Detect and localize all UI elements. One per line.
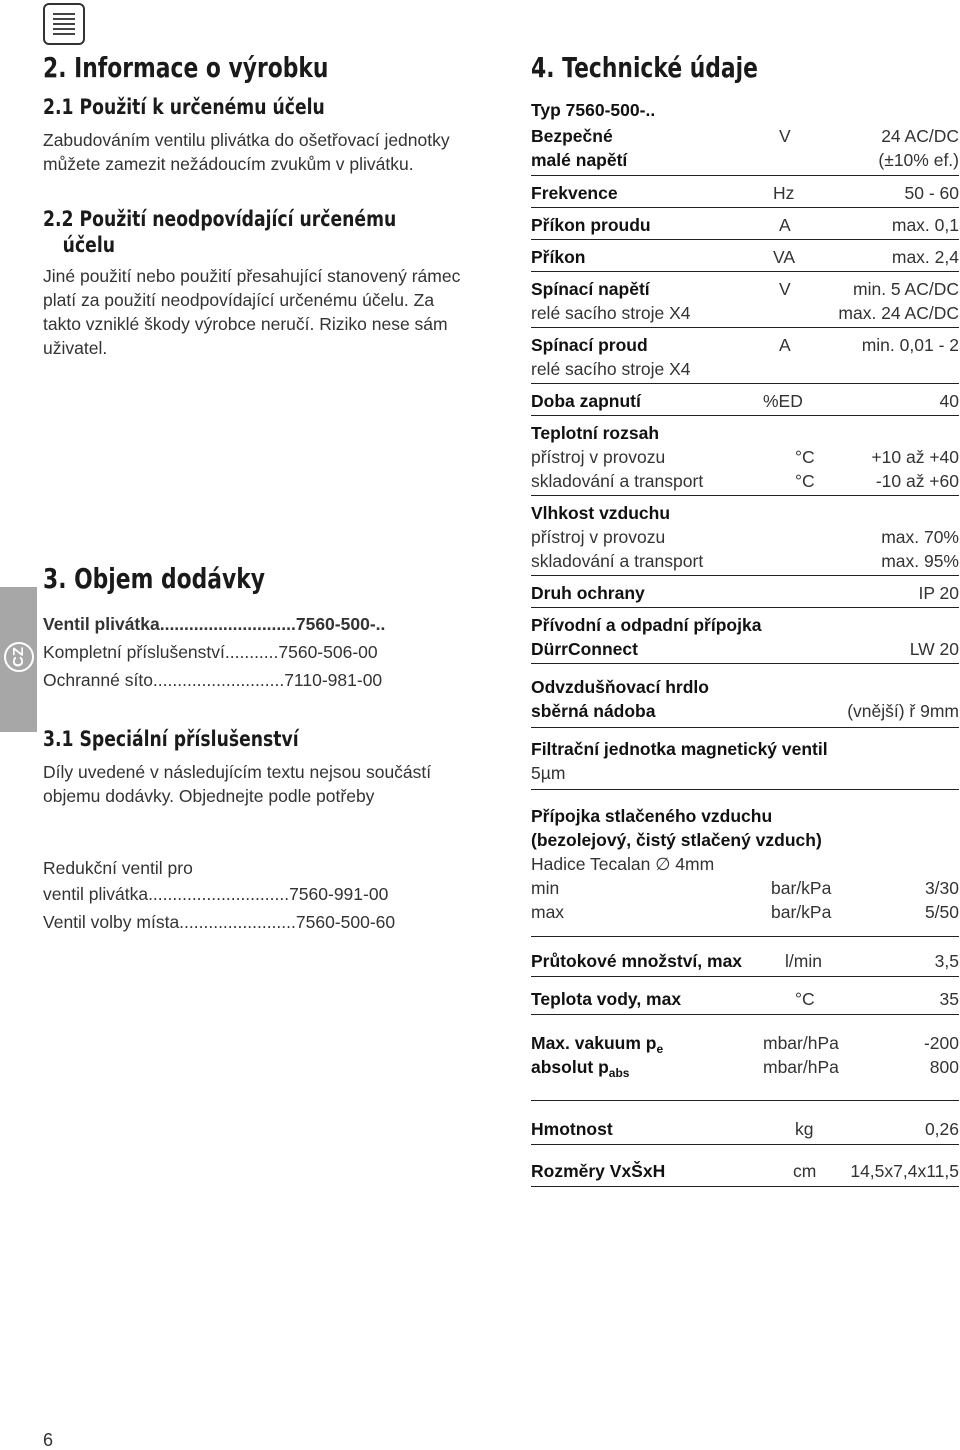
spec-row: Druh ochrany IP 20 [531, 576, 959, 608]
spec-table [531, 124, 959, 1187]
spec-row: Příkon proudu A max. 0,1 [531, 208, 959, 240]
section-2-1-text: Zabudováním ventilu plivátka do ošetřovací jednotky můžete zamezit nežádoucím zvukům v plivátku. [43, 130, 450, 174]
section-3-title: 3. Objem dodávky [43, 562, 265, 595]
section-3-1-text: Díly uvedené v následujícím textu nejsou součástí objemu dodávky. Objednejte podle potřeby [43, 762, 432, 806]
spec-row: Teplota vody, max °C 35 [531, 977, 959, 1015]
spec-row: Spínací napětí V min. 5 AC/DC relé sacího stroje X4 max. 24 AC/DC [531, 272, 959, 328]
accessory-item: ventil plivátka ............................. 7560-991-00 [43, 884, 389, 904]
language-label: CZ [10, 647, 27, 667]
delivery-item: Ventil plivátka ............................ 7560-500-.. [43, 614, 386, 634]
spec-row: Přívodní a odpadní přípojka DürrConnect LW 20 [531, 608, 959, 664]
accessory-list [43, 856, 483, 936]
spec-row: Spínací proud A min. 0,01 - 2 relé sacího stroje X4 [531, 328, 959, 384]
section-2-title: 2. Informace o výrobku [43, 51, 329, 84]
language-tab [0, 587, 37, 732]
document-icon [43, 3, 85, 45]
spec-row: Filtrační jednotka magnetický ventil 5µm [531, 728, 959, 790]
section-3-1-title: 3.1 Speciální příslušenství [43, 727, 299, 751]
spec-row: Hmotnost kg 0,26 [531, 1101, 959, 1145]
delivery-item: Ochranné síto ........................... 7110-981-00 [43, 670, 383, 690]
delivery-item: Kompletní příslušenství ........... 7560-506-00 [43, 642, 378, 662]
page-number: 6 [43, 1430, 54, 1450]
section-2-1-title: 2.1 Použití k určenému účelu [43, 95, 325, 119]
section-4-title: 4. Technické údaje [531, 51, 758, 84]
right-column [531, 50, 959, 1187]
spec-row: Frekvence Hz 50 - 60 [531, 176, 959, 208]
type-label: Typ 7560-500-.. [531, 100, 656, 120]
accessory-item: Ventil volby místa ........................ 7560-500-60 [43, 912, 396, 932]
delivery-list [43, 610, 483, 694]
section-2-2-title [43, 206, 404, 258]
spec-row: Průtokové množství, max l/min 3,5 [531, 937, 959, 977]
spec-row: Odvzdušňovací hrdlo sběrná nádoba (vnější) ř 9mm [531, 664, 959, 728]
section-2-2-text: Jiné použití nebo použití přesahující stanovený rámec platí za použití neodpovídající určenému účelu. Za takto vzniklé škody výrobce neručí. Riziko nese sám uživatel. [43, 266, 461, 358]
spec-row: Rozměry VxŠxH cm 14,5x7,4x11,5 [531, 1145, 959, 1187]
accessory-line: Redukční ventil pro [43, 858, 193, 878]
spec-row: Příkon VA max. 2,4 [531, 240, 959, 272]
section-2-2-title-line1: 2.2 Použití neodpovídající určenému [43, 207, 397, 231]
spec-row: Doba zapnutí %ED 40 [531, 384, 959, 416]
spec-row: Bezpečné V 24 AC/DC malé napětí (±10% ef.) [531, 124, 959, 176]
spec-row: Přípojka stlačeného vzduchu (bezolejový, čistý stlačený vzduch) Hadice Tecalan ∅ 4mm min bar/kPa 3/30 max bar/kPa 5/50 [531, 790, 959, 937]
section-2-2-title-line2: účelu [62, 233, 115, 257]
left-column [43, 50, 483, 932]
spec-row: Teplotní rozsah přístroj v provozu °C +10 až +40 skladování a transport °C -10 až +60 [531, 416, 959, 496]
spec-row: Vlhkost vzduchu přístroj v provozu max. 70% skladování a transport max. 95% [531, 496, 959, 576]
spec-row: Max. vakuum $p_e$ mbar/hPa -200 absolut $p_{abs}$ mbar/hPa 800 [531, 1015, 959, 1101]
